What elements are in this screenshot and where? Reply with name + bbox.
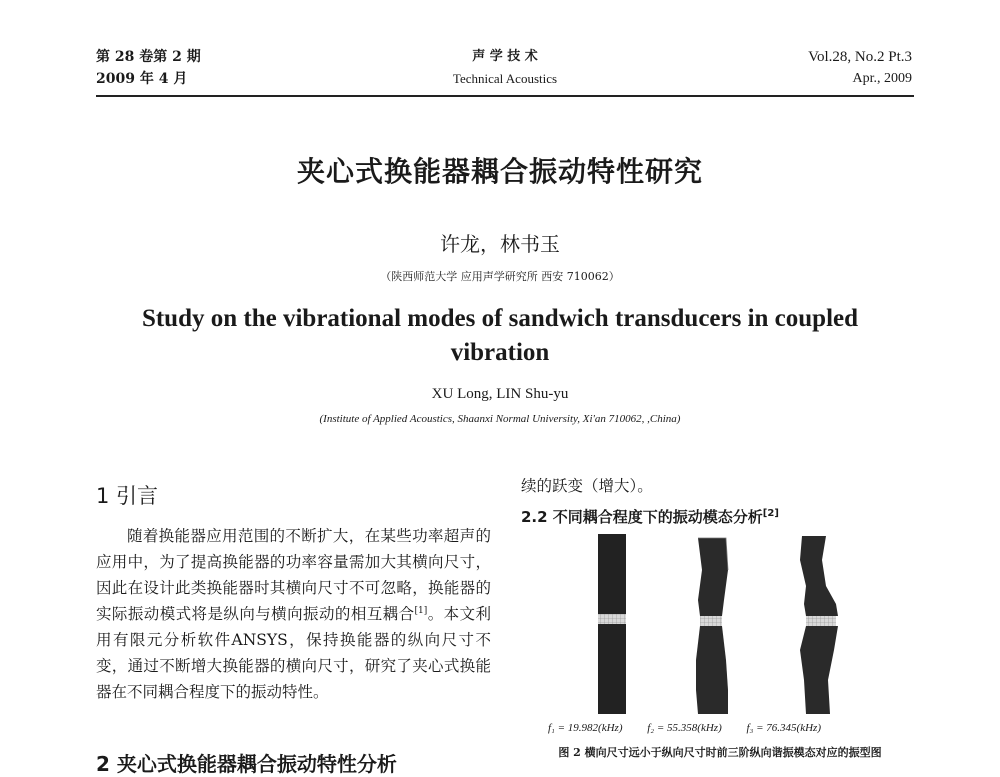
citation-1[interactable]: [1] <box>414 605 428 616</box>
mode-shape-figure <box>560 530 880 718</box>
section22-heading-text: 2.2 不同耦合程度下的振动模态分析 <box>521 508 763 526</box>
affiliation-en: (Institute of Applied Acoustics, Shaanxi Normal University, Xi'an 710062, ,China) <box>319 413 681 425</box>
freq-1: f₁ = 19.982(kHz) <box>548 722 623 734</box>
affiliation-cn: （陕西师范大学 应用声学研究所 西安 710062） <box>380 270 620 283</box>
title-en: Study on the vibrational modes of sandwich transducers in coupled vibration <box>141 305 859 366</box>
citation-2[interactable]: [2] <box>762 508 779 519</box>
section2-heading: 2 夹心式换能器耦合振动特性分析 <box>96 752 397 776</box>
header-volume-cn: 第 28 卷第 2 期 <box>96 49 201 65</box>
continuation-text: 续的跃变（增大）。 <box>521 477 653 495</box>
mode-frequencies <box>548 722 888 734</box>
authors-cn: 许龙，林书玉 <box>440 232 560 256</box>
mode-1-shape <box>598 534 626 714</box>
section22-heading <box>521 506 779 527</box>
header-journal-en: Technical Acoustics <box>452 71 558 86</box>
mode-2-shape <box>696 538 728 714</box>
header-journal-cn: 声 学 技 术 <box>472 49 538 64</box>
section1-text-a: 随着换能器应用范围的不断扩大，在某些功率超声的应用中，为了提高换能器的功率容量需加大其横向尺寸，因此在设计此类换能器时其横向尺寸不可忽略，换能器的实际振动模式将是纵向与横向振动的相互耦合 <box>96 527 491 623</box>
freq-2: f₂ = 55.358(kHz) <box>647 722 722 734</box>
figure-2-caption: 图 2 横向尺寸远小于纵向尺寸时前三阶纵向谐振模态对应的振型图 <box>558 746 882 759</box>
authors-en: XU Long, LIN Shu-yu <box>431 386 569 402</box>
section1-heading: 1 引言 <box>96 484 159 508</box>
header-date-en: Apr., 2009 <box>852 71 912 86</box>
header-rule <box>96 95 914 97</box>
section1-body <box>96 523 491 705</box>
section1-text-b: 。本文利用有限元分析软件ANSYS，保持换能器的纵向尺寸不变，通过不断增大换能器的横向尺寸，研究了夹心式换能器在不同耦合程度下的振动特性。 <box>96 605 491 701</box>
freq-3: f₃ = 76.345(kHz) <box>746 722 821 734</box>
header-date-cn: 2009 年 4 月 <box>96 71 188 87</box>
title-cn: 夹心式换能器耦合振动特性研究 <box>296 155 703 188</box>
header-volume-en: Vol.28, No.2 Pt.3 <box>808 49 912 65</box>
mode-3-shape <box>800 536 838 714</box>
